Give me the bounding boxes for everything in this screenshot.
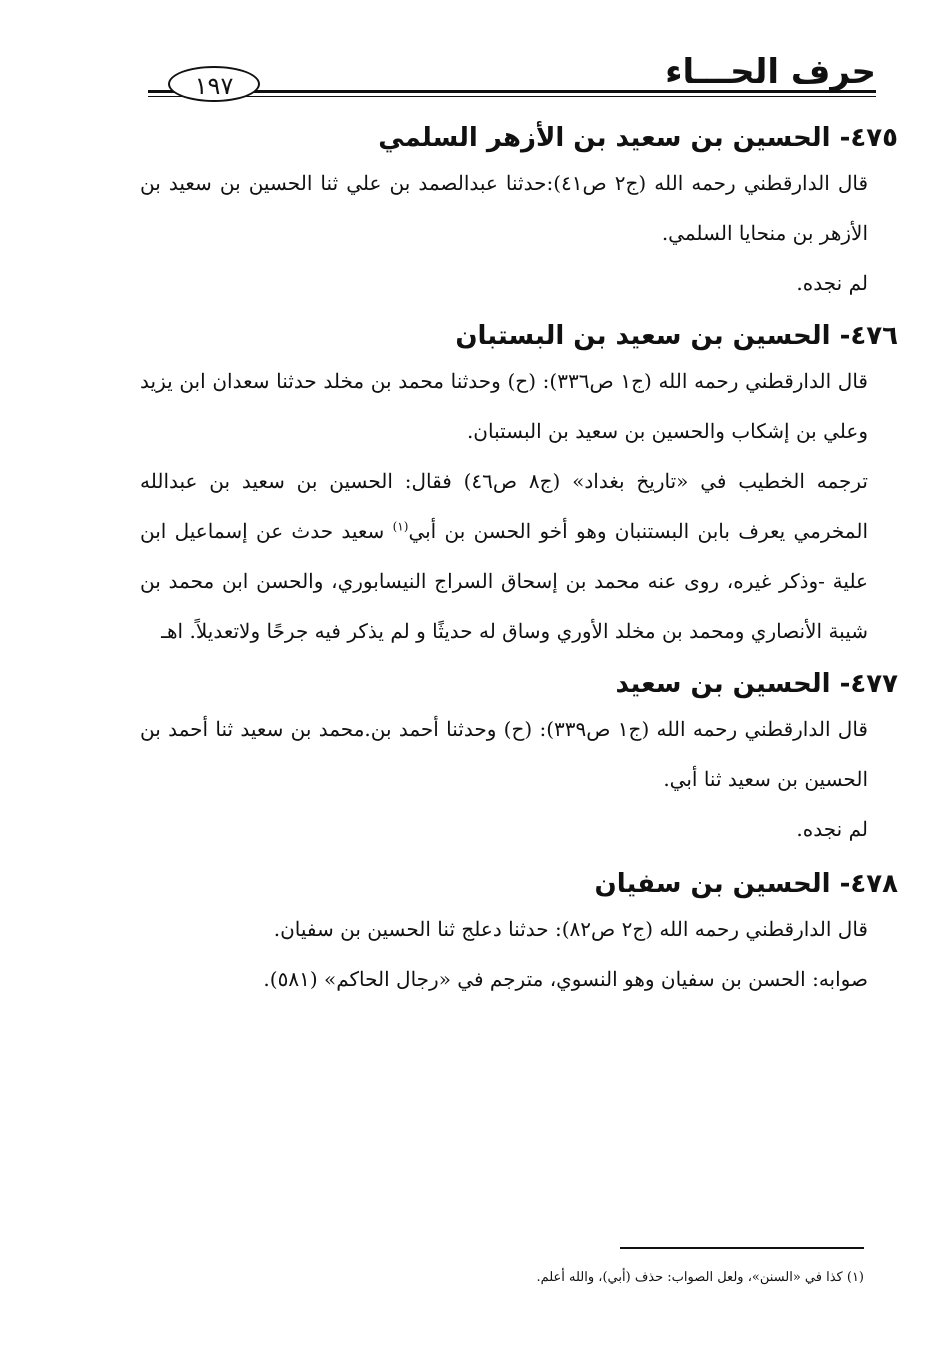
page-number: ١٩٧ [168, 66, 260, 102]
entry-476 [140, 316, 898, 656]
entry-paragraph: صوابه: الحسن بن سفيان وهو النسوي، مترجم في «رجال الحاكم» (٥٨١). [263, 967, 868, 991]
paragraph-text: سعيد حدث عن إسماعيل ابن علية -وذكر غيره، روى عنه محمد بن إسحاق السراج النيسابوري، والحسن ابن محمد بن شيبة الأنصاري ومحمد بن مخلد الأوري وساق له حديثًا و لم يذكر فيه جرحًا ولاتعديلاً. اهـ [140, 519, 868, 643]
entry-body [140, 904, 898, 1004]
entry-body [140, 704, 898, 854]
footnote-marker: (١) [392, 519, 409, 534]
entry-heading: ٤٧٨- الحسين بن سفيان [594, 869, 898, 899]
paragraph-text: ترجمه الخطيب في «تاريخ بغداد» (ج٨ ص٤٦) فقال: الحسين بن سعيد بن عبدالله المخرمي يعرف بابن البستنبان وهو أخو الحسن بن أبي [140, 469, 869, 543]
entry-paragraph: لم نجده. [796, 817, 868, 841]
page-header [148, 52, 876, 98]
entry-paragraph: لم نجده. [796, 271, 868, 295]
entry-body [140, 158, 898, 308]
entry-paragraph: قال الدارقطني رحمه الله (ج١ ص٣٣٦): (ح) وحدثنا محمد بن مخلد حدثنا سعدان ابن يزيد وعلي بن إشكاب والحسين بن سعيد بن البستبان. [140, 369, 868, 443]
entry-477 [140, 664, 898, 854]
entry-475 [140, 118, 898, 308]
entry-heading: ٤٧٥- الحسين بن سعيد بن الأزهر السلمي [378, 123, 898, 153]
footnote-separator [620, 1247, 864, 1249]
entry-478 [140, 864, 898, 1004]
entry-body [140, 356, 898, 656]
entry-paragraph: قال الدارقطني رحمه الله (ج٢ ص٤١):حدثنا عبدالصمد بن علي ثنا الحسين بن سعيد بن الأزهر بن منحايا السلمي. [140, 171, 869, 245]
footnote: (١) كذا في «السنن»، ولعل الصواب: حذف (أبي)، والله أعلم. [536, 1270, 864, 1285]
header-rule-thin [148, 96, 876, 97]
entry-heading: ٤٧٧- الحسين بن سعيد [615, 669, 898, 699]
entry-paragraph: قال الدارقطني رحمه الله (ج١ ص٣٣٩): (ح) وحدثنا أحمد بن.محمد بن سعيد ثنا أحمد بن الحسين بن سعيد ثنا أبي. [140, 717, 868, 791]
page-content [140, 118, 898, 1004]
chapter-title: حرف الحـــاء [665, 52, 876, 92]
entry-paragraph: قال الدارقطني رحمه الله (ج٢ ص٨٢): حدثنا دعلج ثنا الحسين بن سفيان. [273, 917, 868, 941]
entry-heading: ٤٧٦- الحسين بن سعيد بن البستبان [455, 321, 898, 351]
entry-paragraph [140, 456, 868, 656]
